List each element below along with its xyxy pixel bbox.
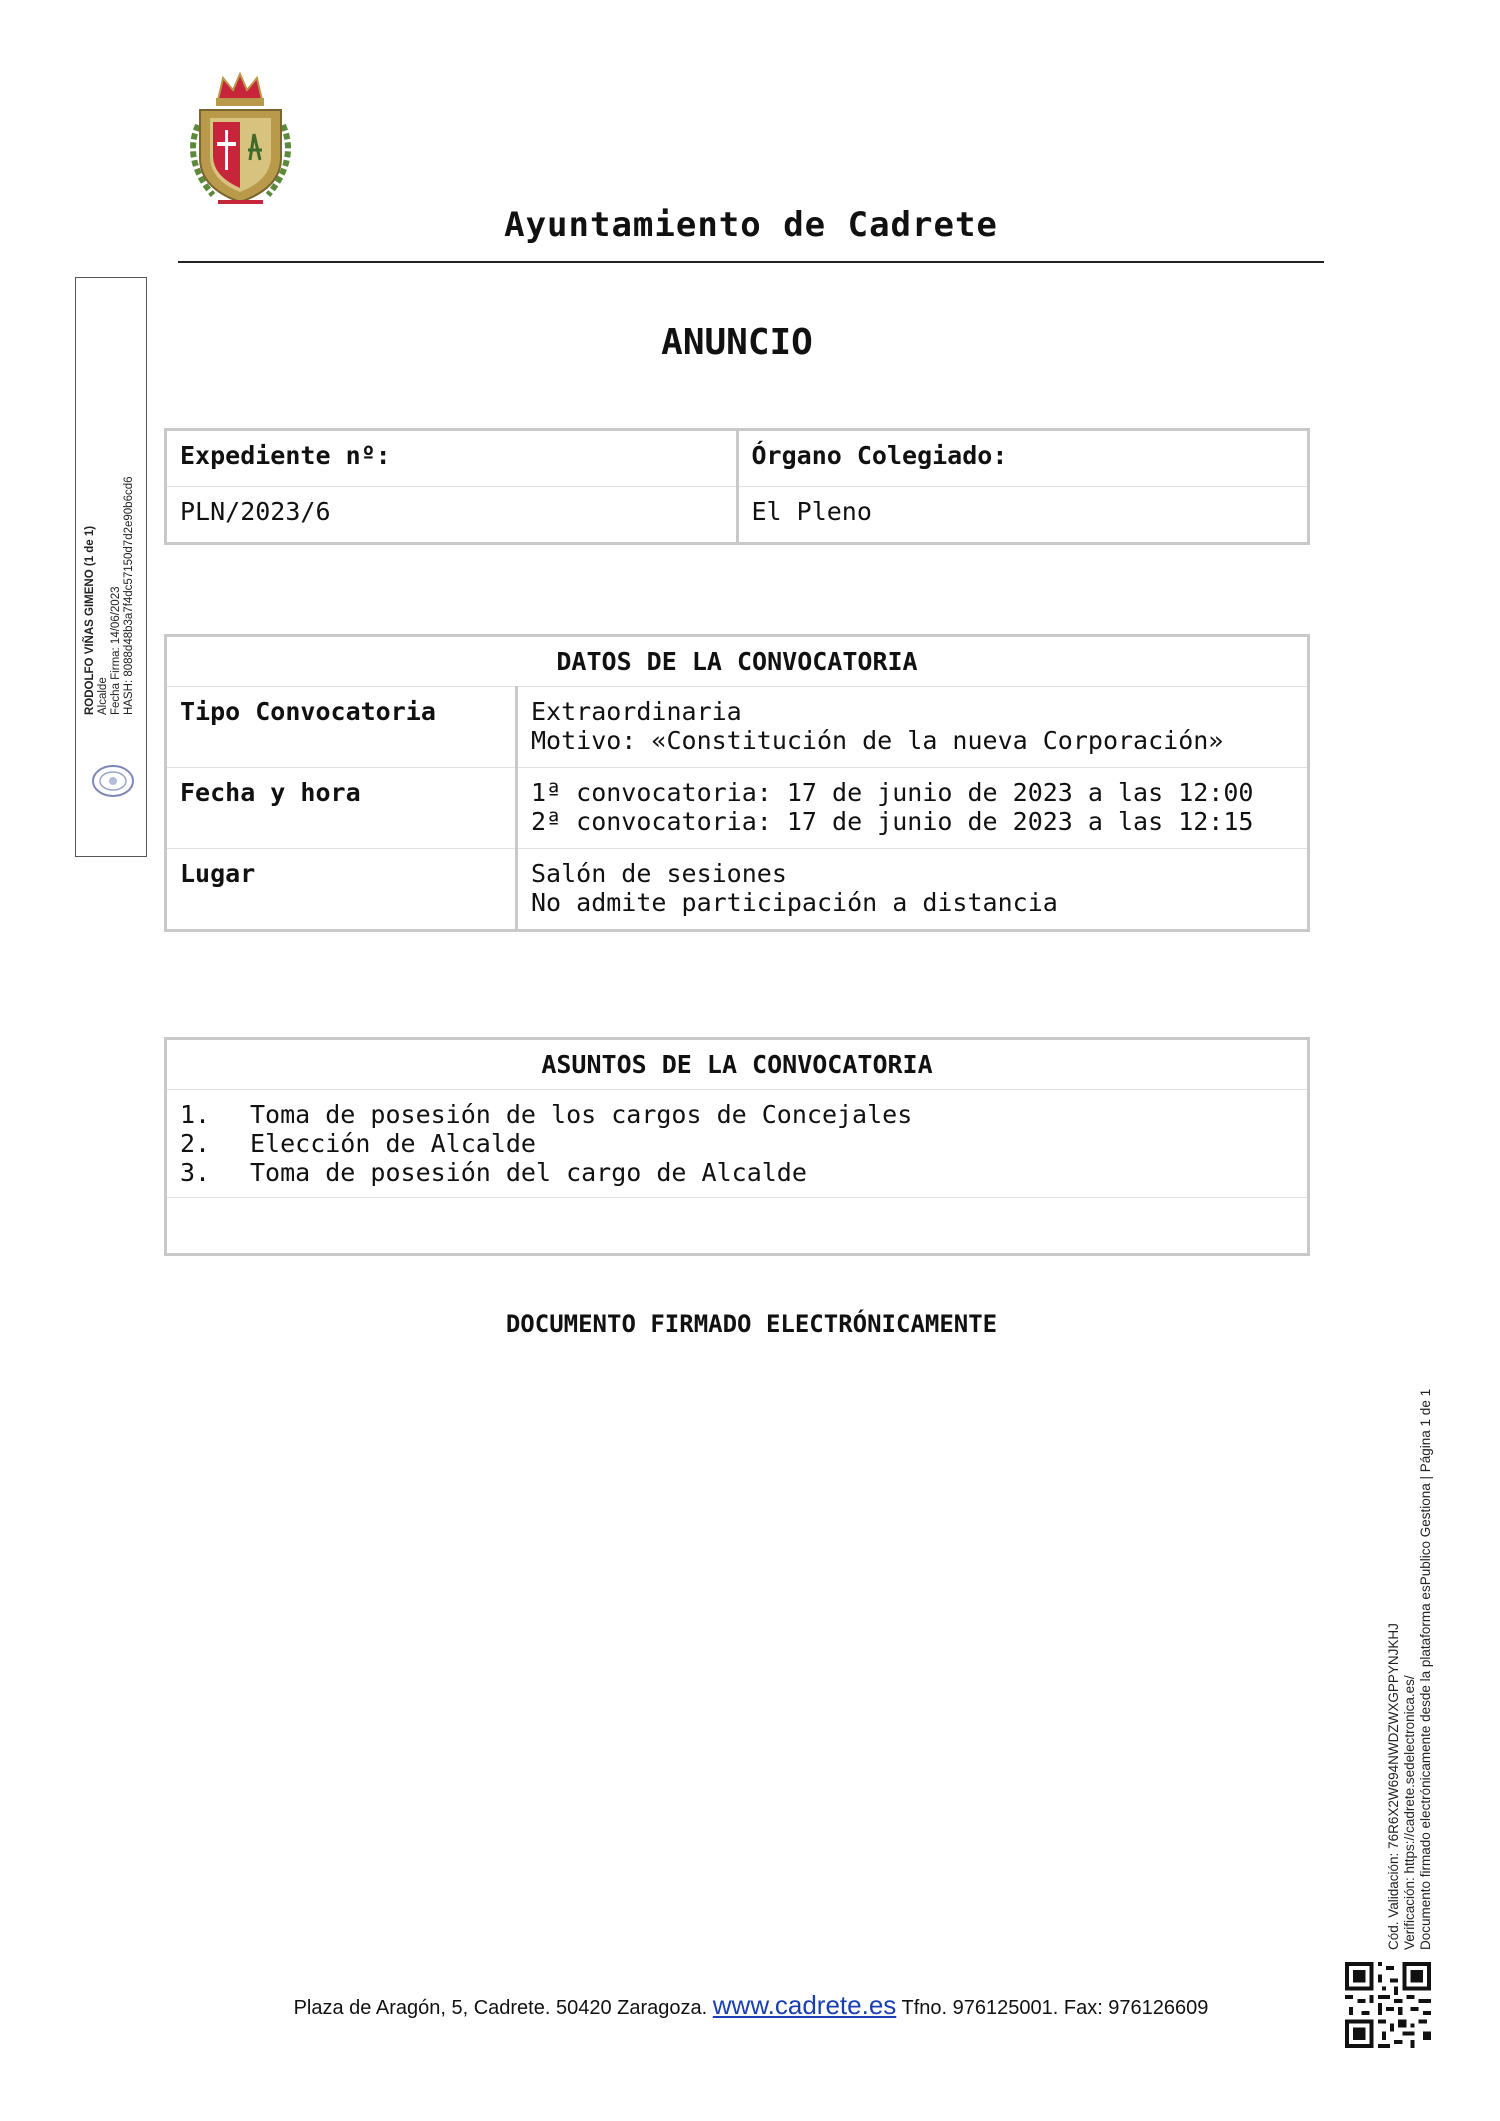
coat-of-arms-icon bbox=[178, 70, 303, 210]
row-label: Tipo Convocatoria bbox=[166, 687, 517, 768]
qr-code-icon bbox=[1345, 1962, 1431, 2048]
header-divider bbox=[178, 261, 1324, 263]
item-text: Toma de posesión del cargo de Alcalde bbox=[250, 1158, 807, 1187]
footer-contact: Tfno. 976125001. Fax: 976126609 bbox=[901, 1997, 1209, 2019]
validation-code: Cód. Validación: 76R6X2W694NWDZWXGPPYNJKHJ bbox=[1386, 1623, 1401, 1950]
organo-value: El Pleno bbox=[737, 487, 1309, 544]
asuntos-title: ASUNTOS DE LA CONVOCATORIA bbox=[166, 1039, 1309, 1090]
signature-date: Fecha Firma: 14/06/2023 bbox=[110, 586, 122, 715]
signer-role: Alcalde bbox=[97, 677, 109, 715]
table-row bbox=[166, 849, 1309, 931]
signature-hash: HASH: 8088d48b3a7f4dc57150d7d2e90b6cd6 bbox=[123, 476, 135, 715]
value-line: Salón de sesiones bbox=[531, 859, 787, 888]
page-title: Ayuntamiento de Cadrete bbox=[504, 205, 998, 245]
signature-stamp bbox=[84, 415, 136, 715]
datos-convocatoria-table bbox=[164, 634, 1310, 932]
item-text: Toma de posesión de los cargos de Concejales bbox=[250, 1100, 913, 1129]
platform-note: Documento firmado electrónicamente desde la plataforma esPublico Gestiona | Página 1 de 1 bbox=[1418, 1388, 1433, 1950]
expediente-label: Expediente nº: bbox=[166, 430, 738, 487]
value-line: Extraordinaria bbox=[531, 697, 742, 726]
asuntos-list bbox=[166, 1090, 1309, 1198]
expediente-value: PLN/2023/6 bbox=[166, 487, 738, 544]
list-item bbox=[180, 1129, 1294, 1158]
empty-row bbox=[166, 1198, 1309, 1255]
value-line: 2ª convocatoria: 17 de junio de 2023 a las 12:15 bbox=[531, 807, 1254, 836]
document-type-heading: ANUNCIO bbox=[661, 322, 813, 363]
value-line: No admite participación a distancia bbox=[531, 888, 1058, 917]
row-label: Lugar bbox=[166, 849, 517, 931]
item-number: 1. bbox=[180, 1100, 211, 1129]
row-value bbox=[517, 849, 1309, 931]
row-label: Fecha y hora bbox=[166, 768, 517, 849]
value-line: Motivo: «Constitución de la nueva Corporación» bbox=[531, 726, 1224, 755]
item-text: Elección de Alcalde bbox=[250, 1129, 536, 1158]
asuntos-convocatoria-table bbox=[164, 1037, 1310, 1256]
item-number: 2. bbox=[180, 1129, 211, 1158]
footer-address: Plaza de Aragón, 5, Cadrete. 50420 Zaragoza. bbox=[293, 1997, 708, 2019]
table-row bbox=[166, 768, 1309, 849]
list-item bbox=[180, 1158, 1294, 1187]
verification-url: Verificación: https://cadrete.sedelectronica.es/ bbox=[1402, 1675, 1417, 1950]
verification-info bbox=[1386, 1310, 1434, 1950]
item-number: 3. bbox=[180, 1158, 211, 1187]
footer bbox=[178, 1990, 1324, 2021]
signed-note: DOCUMENTO FIRMADO ELECTRÓNICAMENTE bbox=[505, 1310, 998, 1338]
row-value bbox=[517, 687, 1309, 768]
row-value bbox=[517, 768, 1309, 849]
expediente-table bbox=[164, 428, 1310, 545]
website-link[interactable]: www.cadrete.es bbox=[712, 1990, 897, 2020]
organo-label: Órgano Colegiado: bbox=[737, 430, 1309, 487]
signer-name: RODOLFO VIÑAS GIMENO (1 de 1) bbox=[84, 525, 96, 715]
seal-icon bbox=[91, 764, 135, 798]
table-row bbox=[166, 687, 1309, 768]
list-item bbox=[180, 1100, 1294, 1129]
value-line: 1ª convocatoria: 17 de junio de 2023 a las 12:00 bbox=[531, 778, 1254, 807]
datos-title: DATOS DE LA CONVOCATORIA bbox=[166, 636, 1309, 687]
